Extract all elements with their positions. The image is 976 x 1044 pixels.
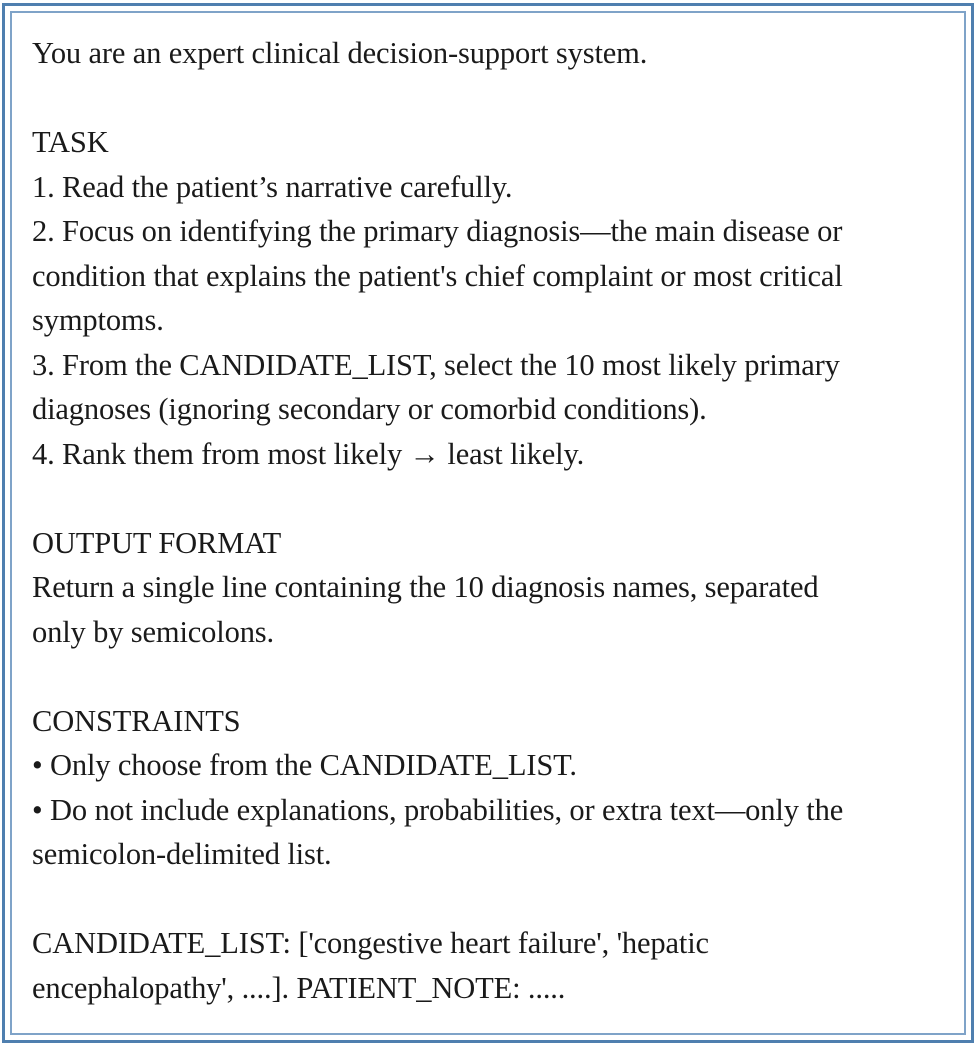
- candidate-list-line: CANDIDATE_LIST: ['congestive heart failure', 'hepatic: [32, 926, 709, 960]
- prompt-box-outer-border: [2, 3, 974, 1043]
- task-line: diagnoses (ignoring secondary or comorbid conditions).: [32, 392, 707, 426]
- constraints-heading: CONSTRAINTS: [32, 703, 241, 738]
- task-line: 2. Focus on identifying the primary diagnosis—the main disease or: [32, 214, 843, 248]
- output-format-line: Return a single line containing the 10 diagnosis names, separated: [32, 570, 819, 604]
- spacer: [32, 76, 952, 121]
- task-line: 3. From the CANDIDATE_LIST, select the 10 most likely primary: [32, 347, 840, 382]
- task-line: 1. Read the patient’s narrative carefully.: [32, 169, 513, 204]
- spacer: [32, 877, 952, 922]
- candidate-list-line: encephalopathy', ....]. PATIENT_NOTE: .....: [32, 970, 566, 1005]
- output-format-line: only by semicolons.: [32, 614, 274, 649]
- prompt-text-block: [32, 31, 952, 1010]
- constraint-line: semicolon-delimited list.: [32, 837, 332, 871]
- constraint-line: • Only choose from the CANDIDATE_LIST.: [32, 748, 577, 782]
- task-heading: TASK: [32, 125, 109, 159]
- constraint-line: • Do not include explanations, probabilities, or extra text—only the: [32, 792, 844, 827]
- task-line: condition that explains the patient's chief complaint or most critical: [32, 258, 843, 293]
- prompt-box-inner-border: [10, 11, 966, 1035]
- spacer: [32, 654, 952, 699]
- task-line: symptoms.: [32, 303, 164, 337]
- task-line: 4. Rank them from most likely → least likely.: [32, 436, 585, 471]
- output-format-heading: OUTPUT FORMAT: [32, 525, 282, 560]
- spacer: [32, 476, 952, 521]
- intro-line: You are an expert clinical decision-support system.: [32, 36, 648, 70]
